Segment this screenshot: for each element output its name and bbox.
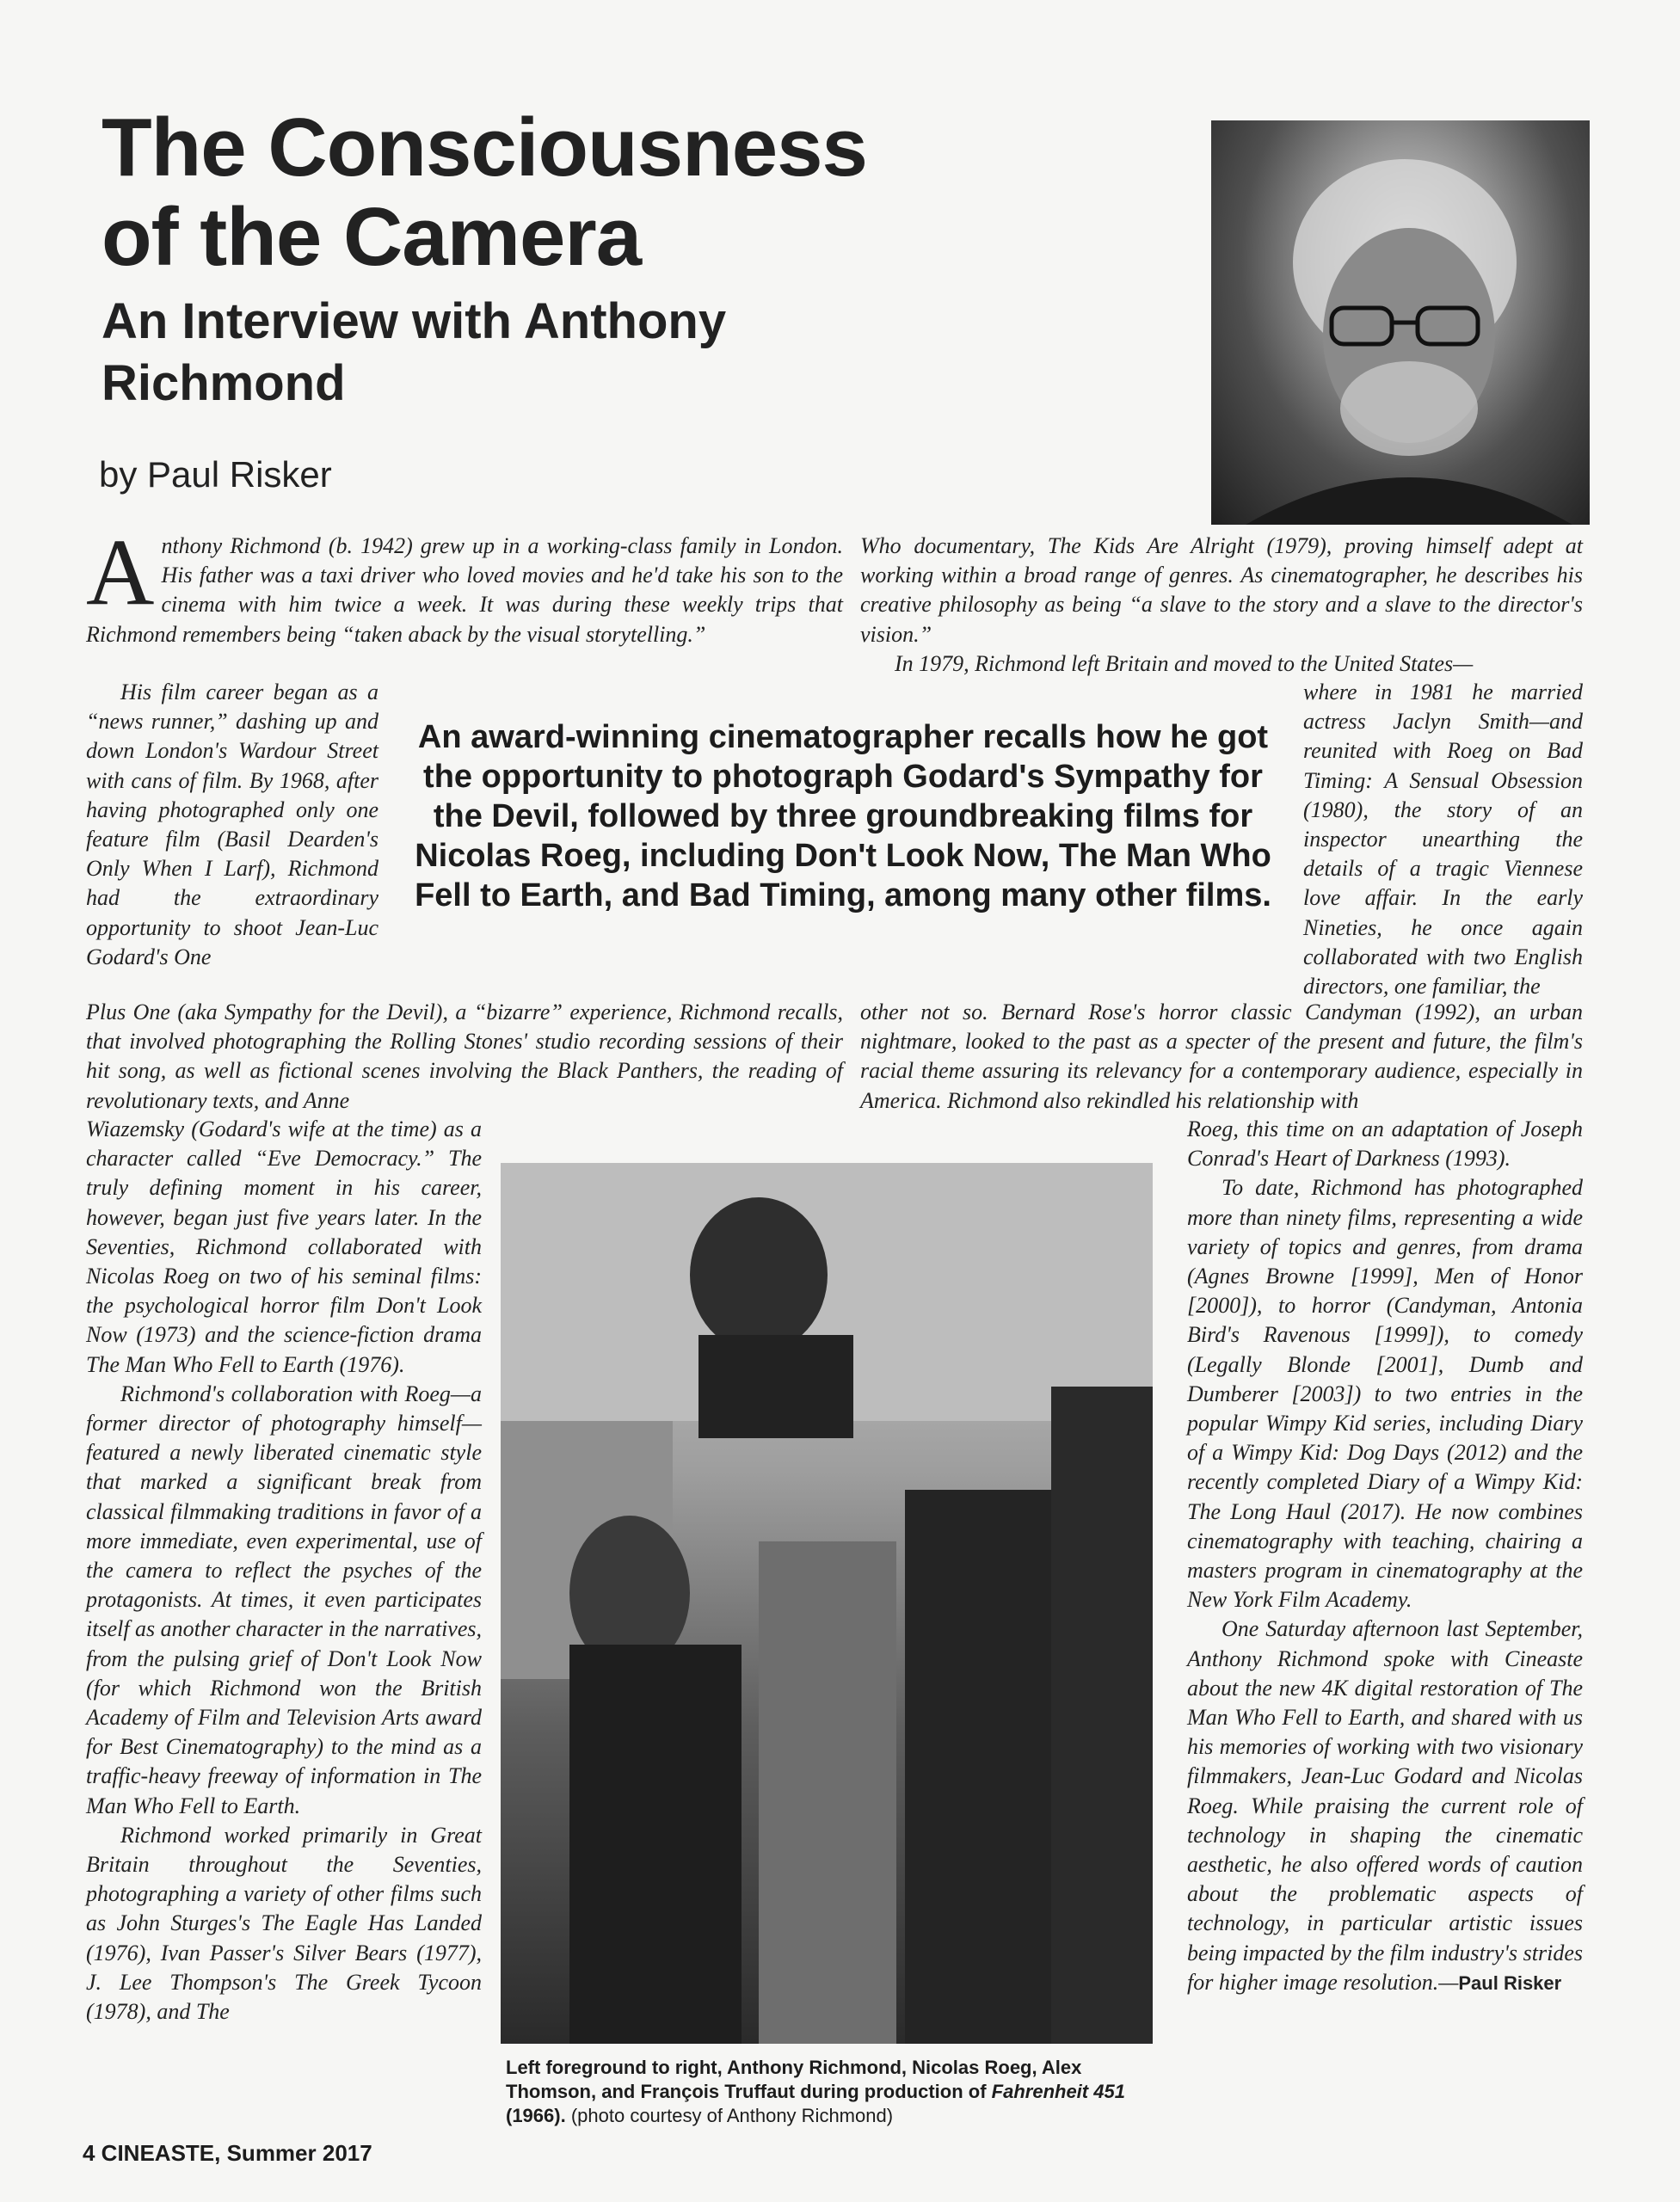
who-documentary-paragraph: Who documentary, The Kids Are Alright (1979), proving himself adept at working within a broad range of genres. As cinematographer, he describes his creative philosophy as being “a slave to the story and a slave to the director's vision.”	[860, 533, 1583, 647]
caption-text: Left foreground to right, Anthony Richmond, Nicolas Roeg, Alex Thomson, and François Truffaut during production of	[506, 2057, 1082, 2102]
career-paragraph-end: Wiazemsky (Godard's wife at the time) as a character called “Eve Democracy.” The truly defining moment in his career, however, began just five years later. In the Seventies, Richmond collaborated with Nicolas Roeg on two of his seminal films: the psychological horror film Don't Look Now (1973) and the science-fiction drama The Man Who Fell to Earth (1976).	[86, 1116, 482, 1377]
column1-top	[86, 520, 843, 649]
candyman-paragraph: other not so. Bernard Rose's horror classic Candyman (1992), an urban nightmare, looked to the past as a specter of the present and future, the film's racial theme assuring its relevancy for a contemporary audience, especially in America. Richmond also rekindled his relationship with	[860, 1000, 1583, 1113]
byline: by Paul Risker	[99, 454, 332, 495]
portrait-photo	[1211, 120, 1590, 525]
caption-credit: (photo courtesy of Anthony Richmond)	[565, 2105, 894, 2126]
column2-narrow	[1303, 678, 1583, 1001]
caption-year: (1966).	[506, 2105, 566, 2126]
career-paragraph-start: His film career began as a “news runner,” dashing up and down London's Wardour Street with cans of film. By 1968, after having photographed only one feature film (Basil Dearden's Only When I Larf), Richmond had the extraordinary opportunity to shoot Jean-Luc Godard's One	[86, 680, 378, 969]
caption-film-title: Fahrenheit 451	[991, 2081, 1125, 2102]
portrait-illustration	[1211, 120, 1590, 525]
column1-narrow	[86, 678, 378, 972]
pull-quote: An award-winning cinematographer recalls how he got the opportunity to photograph Godard's Sympathy for the Devil, followed by three groundbreaking films for Nicolas Roeg, including Don't Look Now, The Man Who Fell to Earth, and Bad Timing, among many other films.	[415, 719, 1271, 913]
drop-cap: A	[86, 520, 155, 624]
us-move-paragraph-start: In 1979, Richmond left Britain and moved to the United States—	[895, 650, 1474, 676]
photo-caption	[506, 2056, 1153, 2128]
us-move-paragraph-mid: where in 1981 he married actress Jaclyn Smith—and reunited with Roeg on Bad Timing: A Sensual Obsession (1980), the story of an inspector unearthing the details of a tragic Viennese love affair. In the early Nineties, he once again collaborated with two English directors, one familiar, the	[1303, 680, 1583, 1000]
interview-intro-paragraph: One Saturday afternoon last September, Anthony Richmond spoke with Cineaste about the new 4K digital restoration of The Man Who Fell to Earth, and shared with us his memories of working with two visionary filmmakers, Jean-Luc Godard and Nicolas Roeg. While praising the current role of technology in shaping the cinematic aesthetic, he also offered words of caution about the problematic aspects of technology, in particular artistic issues being impacted by the film industry's strides for higher image resolution.—	[1187, 1616, 1583, 1995]
production-photo-illustration	[501, 1163, 1153, 2044]
filmography-paragraph: To date, Richmond has photographed more than ninety films, representing a wide variety of topics and genres, from drama (Agnes Browne [1999], Men of Honor [2000]), to horror (Candyman, Antonia Bird's Ravenous [1999]), to comedy (Legally Blonde [2001], Dumb and Dumberer [2003]) to two entries in the popular Wimpy Kid series, including Diary of a Wimpy Kid: Dog Days (2012) and the recently completed Diary of a Wimpy Kid: The Long Haul (2017). He now combines cinematography with teaching, chairing a masters program in cinematography at the New York Film Academy.	[1187, 1175, 1583, 1613]
production-photo	[501, 1163, 1153, 2044]
column1-lower	[86, 1115, 482, 2027]
column2-wide	[860, 998, 1583, 1116]
article-subtitle: An Interview with Anthony Richmond	[102, 293, 727, 411]
page-folio: 4 CINEASTE, Summer 2017	[83, 2140, 372, 2166]
career-paragraph-mid: Plus One (aka Sympathy for the Devil), a “bizarre” experience, Richmond recalls, that involved photographing the Rolling Stones' studio recording sessions of their hit song, as well as fictional scenes involving the Black Panthers, the reading of revolutionary texts, and Anne	[86, 1000, 843, 1113]
heart-of-darkness-line: Roeg, this time on an adaptation of Joseph Conrad's Heart of Darkness (1993).	[1187, 1116, 1583, 1172]
author-signature: Paul Risker	[1458, 1971, 1562, 1994]
column1-wide	[86, 998, 843, 1116]
column2-lower	[1187, 1115, 1583, 1998]
roeg-collaboration-paragraph: Richmond's collaboration with Roeg—a former director of photography himself—featured a newly liberated cinematic style that marked a significant break from classical filmmaking traditions in favor of a more immediate, even experimental, use of the camera to reflect the psyches of the protagonists. At times, it even participates itself as another character in the narratives, from the pulsing grief of Don't Look Now (for which Richmond won the British Academy of Film and Television Arts award for Best Cinematography) to the mind as a traffic-heavy freeway of information in The Man Who Fell to Earth.	[86, 1381, 483, 1818]
article-title: The Consciousness of the Camera	[102, 101, 867, 283]
column2-top	[860, 532, 1583, 679]
intro-paragraph: nthony Richmond (b. 1942) grew up in a working-class family in London. His father was a taxi driver who loved movies and he'd take his son to the cinema with him twice a week. It was during these weekly trips that Richmond remembers being “taken aback by the visual storytelling.”	[86, 533, 843, 647]
seventies-paragraph: Richmond worked primarily in Great Britain throughout the Seventies, photographing a variety of other films such as John Sturges's The Eagle Has Landed (1976), Ivan Passer's Silver Bears (1977), J. Lee Thompson's The Greek Tycoon (1978), and The	[86, 1822, 482, 2025]
